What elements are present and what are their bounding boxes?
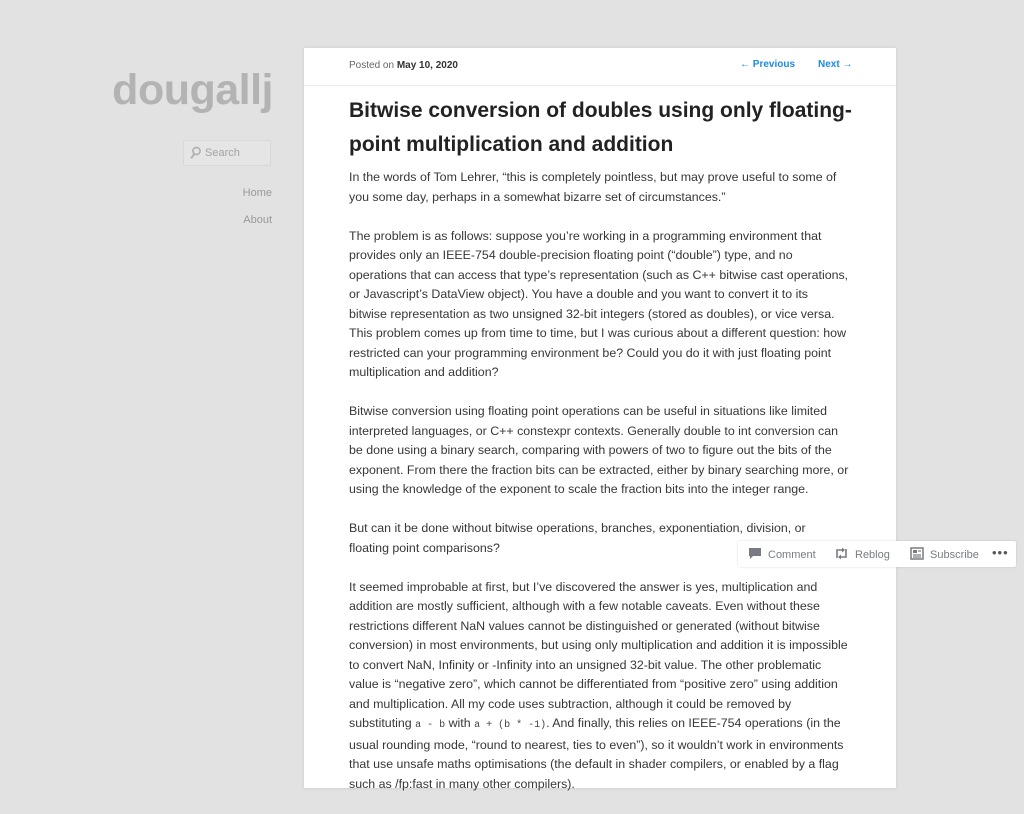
paragraph-text: with bbox=[445, 716, 475, 730]
paragraph-text: . And finally, this relies on IEEE-754 operations (in the usual rounding mode, “round to nearest, ties to even”), so it wouldn’t work in environments that use unsafe maths optimisations (the default in shader compilers, or enabled by a flag such as /fp:fast in many other compilers). bbox=[349, 716, 844, 791]
paragraph: The problem is as follows: suppose you’re working in a programming environment that provides only an IEEE-754 double-precision floating point (“double”) type, and no operations that can access that type’s representation (such as C++ bitwise cast operations, or Javascript’s DataView object). You have a double and you want to convert it to its bitwise representation as two unsigned 32-bit integers (stored as doubles), or vice versa. This problem comes up from time to time, but I was curious about a different question: how restricted can your programming environment be? Could you do it with just floating point multiplication and addition? bbox=[349, 228, 849, 379]
reblog-label: Reblog bbox=[855, 549, 890, 561]
previous-post-link[interactable]: ← Previous bbox=[740, 59, 796, 70]
paragraph bbox=[349, 578, 849, 795]
inline-code: a - b bbox=[415, 720, 446, 731]
date-link[interactable]: May 10, 2020 bbox=[396, 60, 458, 71]
paragraph: But can it be done without bitwise operations, branches, exponentiation, division, or floating point comparisons? bbox=[349, 521, 806, 555]
post-card bbox=[304, 48, 896, 791]
site-title[interactable]: dougallj bbox=[112, 66, 273, 114]
nav-item-about[interactable]: About bbox=[243, 214, 272, 226]
paragraph-text: It seemed improbable at first, but I’ve discovered the answer is yes, multiplication and addition are mostly sufficient, although with a few notable caveats. Even without these restrictions different NaN values cannot be distinguished or generated (without bitwise conversion) in most environments, but using only multiplication and addition it is impossible to convert NaN, Infinity or -Infinity into an unsigned 32-bit value. The other problematic value is “negative zero”, which cannot be differentiated from “positive zero” using addition and multiplication. All my code uses subtraction, although it could be removed by substituting bbox=[349, 579, 848, 730]
comment-button[interactable] bbox=[748, 547, 816, 563]
more-options-button[interactable] bbox=[992, 545, 1009, 560]
nav-item-home[interactable]: Home bbox=[242, 187, 272, 199]
inline-code: a + (b * -1) bbox=[474, 720, 547, 731]
post-content bbox=[349, 168, 849, 814]
subscribe-icon bbox=[910, 547, 924, 563]
reblog-icon bbox=[834, 547, 849, 563]
paragraph: Bitwise conversion using floating point operations can be useful in situations like limited interpreted languages, or C++ constexpr contexts. Generally double to int conversion can be done using a binary search, comparing with powers of two to figure out the bits of the exponent. From there the fraction bits can be extracted, either by binary searching more, or using the knowledge of the exponent to scale the fraction bits into the integer range. bbox=[349, 404, 849, 496]
search-icon bbox=[190, 146, 202, 164]
comment-label: Comment bbox=[768, 549, 816, 561]
reblog-button[interactable] bbox=[834, 547, 890, 563]
sidebar-nav bbox=[243, 185, 272, 239]
comment-icon bbox=[748, 547, 762, 563]
subscribe-button[interactable] bbox=[910, 547, 979, 563]
post-title: Bitwise conversion of doubles using only floating-point multiplication and addition bbox=[349, 99, 852, 156]
subscribe-label: Subscribe bbox=[930, 549, 979, 561]
paragraph: In the words of Tom Lehrer, “this is completely pointless, but may prove useful to some of you some day, perhaps in a somewhat bizarre set of circumstances.” bbox=[349, 170, 837, 204]
action-bar bbox=[738, 541, 1016, 567]
search-box[interactable] bbox=[183, 140, 271, 166]
post-meta-bar bbox=[304, 48, 896, 86]
post-date bbox=[349, 60, 458, 71]
posted-label: Posted on bbox=[349, 60, 395, 71]
more-icon: ••• bbox=[992, 545, 1009, 560]
search-input[interactable] bbox=[205, 141, 267, 165]
next-post-link[interactable]: Next → bbox=[818, 59, 853, 70]
